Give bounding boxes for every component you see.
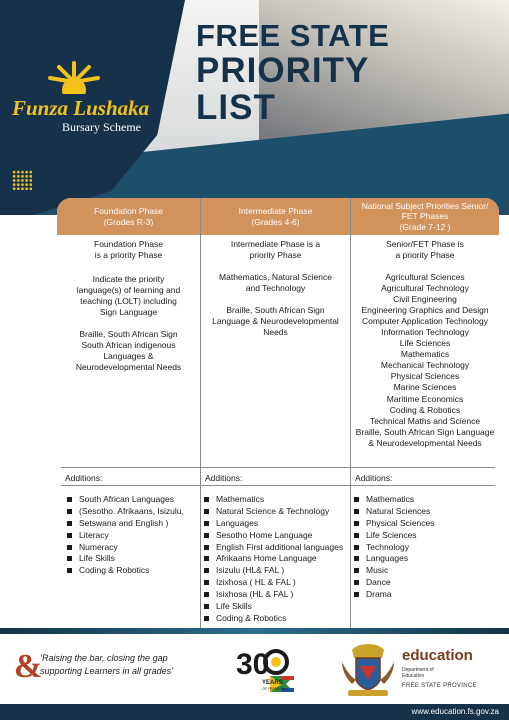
list-item: Afrikaans Home Language	[204, 553, 343, 565]
list-item: (Sesotho. Afrikaans, Isizulu,	[67, 506, 184, 518]
row-divider	[61, 485, 495, 486]
column-header-line: (Grades 4-6)	[251, 216, 300, 227]
column-header-line: National Subject Priorities Senior/	[361, 200, 489, 211]
column-header-line: Intermediate Phase	[238, 205, 313, 216]
text-line: is a priority Phase	[94, 250, 163, 261]
page-title	[196, 20, 389, 125]
thirty-years-sub: OF FREEDOM	[262, 687, 286, 691]
thirty-years-number: 30	[236, 648, 270, 681]
text-line: Information Technology	[381, 327, 469, 338]
senior-fet-additions-list	[354, 494, 435, 601]
text-line: Marine Sciences	[393, 382, 457, 393]
text-line: & Neurodevelopmental Needs	[368, 437, 482, 448]
text-line: Mathematics, Natural Science	[219, 272, 332, 282]
text-line: Agricultural Technology	[381, 283, 469, 294]
list-item: Setswana and English )	[67, 518, 184, 530]
text-line: Agricultural Sciences	[385, 272, 465, 282]
column-header-line: (Grade 7-12 )	[399, 221, 451, 232]
list-item: Technology	[354, 542, 435, 554]
department-label	[402, 668, 434, 679]
brand-subtitle: Bursary Scheme	[62, 120, 141, 134]
title-line-2: PRIORITY	[196, 51, 370, 90]
text-line: Braille, South African Sign	[79, 329, 178, 340]
education-wordmark: education	[402, 647, 473, 664]
slogan-line-1: ‘Raising the bar, closing the gap	[40, 653, 168, 663]
text-line: Physical Sciences	[390, 371, 460, 382]
text-line: priority Phase	[249, 250, 302, 261]
text-line: Indicate the priority	[92, 274, 165, 284]
row-divider	[61, 467, 495, 468]
thirty-years-text: YEARS	[262, 680, 283, 686]
additions-label: Additions:	[355, 473, 393, 483]
text-line: Mathematics	[400, 349, 450, 360]
list-item: Literacy	[67, 530, 184, 542]
list-item: Life Skills	[204, 601, 343, 613]
text-line: and Technology	[245, 283, 306, 294]
department-line: Department of	[402, 667, 434, 673]
list-item: Isixhosa (HL & FAL )	[204, 589, 343, 601]
list-item: Languages	[354, 553, 435, 565]
list-item: Life Sciences	[354, 530, 435, 542]
ampersand-mark: &	[14, 648, 43, 685]
foundation-priority-note	[57, 239, 200, 261]
text-line: language(s) of learning and	[76, 285, 181, 296]
text-line: Maritime Economics	[386, 393, 464, 404]
list-item: Natural Sciences	[354, 506, 435, 518]
list-item: Sesotho Home Language	[204, 530, 343, 542]
list-item: South African Languages	[67, 494, 184, 506]
text-line: Neurodevelopmental Needs	[75, 362, 182, 373]
priority-table	[57, 198, 499, 630]
slogan	[40, 652, 173, 677]
list-item: Mathematics	[354, 494, 435, 506]
text-line: teaching (LOLT) including	[80, 296, 177, 307]
text-line: Technical Maths and Science	[369, 415, 481, 426]
additions-label: Additions:	[65, 473, 103, 483]
list-item: Physical Sciences	[354, 518, 435, 530]
text-line: Computer Application Technology	[361, 316, 488, 327]
website-url[interactable]: www.education.fs.gov.za	[411, 707, 499, 716]
text-line: South African indigenous	[81, 340, 176, 351]
foundation-additions-list	[67, 494, 184, 577]
list-item: Coding & Robotics	[204, 613, 343, 625]
senior-fet-subjects	[351, 272, 499, 449]
brand-name: Funza Lushaka	[12, 96, 150, 120]
foundation-content	[57, 274, 200, 373]
province-label: FREE STATE PROVINCE	[402, 683, 477, 689]
text-line: Coding & Robotics	[389, 404, 461, 415]
text-line: Engineering Graphics and Design	[361, 305, 489, 316]
text-line: Intermediate Phase is a	[230, 239, 321, 249]
list-item: Izixhosa ( HL & FAL )	[204, 577, 343, 589]
text-line: Braille, South African Sign	[226, 305, 325, 316]
intermediate-priority-note	[201, 239, 350, 261]
text-line: Languages &	[103, 351, 154, 362]
text-line: Needs	[263, 327, 288, 338]
department-line: Education	[402, 672, 425, 679]
text-line: Foundation Phase	[94, 239, 163, 249]
column-divider	[200, 198, 201, 630]
text-line: Life Sciences	[399, 338, 451, 349]
text-line: Language & Neurodevelopmental	[212, 316, 339, 327]
column-header-foundation	[57, 198, 200, 235]
slogan-line-2: supporting Learners in all grades’	[40, 665, 174, 676]
list-item: Drama	[354, 589, 435, 601]
title-line-1: FREE STATE	[196, 18, 390, 53]
column-header-line: FET Phases	[401, 211, 449, 222]
text-line: Civil Engineering	[393, 294, 457, 305]
column-header-line: Foundation Phase	[94, 205, 163, 216]
sun-icon	[45, 60, 103, 100]
column-header-line: (Grades R-3)	[103, 216, 154, 227]
list-item: Mathematics	[204, 494, 343, 506]
additions-label: Additions:	[205, 473, 243, 483]
text-line: a priority Phase	[395, 250, 455, 261]
coat-of-arms-icon	[338, 640, 398, 698]
list-item: Coding & Robotics	[67, 565, 184, 577]
list-item: Music	[354, 565, 435, 577]
text-line: Senior/FET Phase is	[386, 239, 464, 249]
list-item: Life Skills	[67, 553, 184, 565]
list-item: Numeracy	[67, 542, 184, 554]
dot-grid-decoration	[12, 170, 32, 190]
intermediate-content	[201, 272, 350, 338]
list-item: English First additional languages	[204, 542, 343, 554]
text-line: Sign Language	[99, 307, 158, 318]
list-item: Dance	[354, 577, 435, 589]
list-item: Isizulu (HL& FAL )	[204, 565, 343, 577]
column-header-intermediate	[201, 198, 350, 235]
list-item: Languages	[204, 518, 343, 530]
text-line: Mechanical Technology	[380, 360, 470, 371]
list-item: Natural Science & Technology	[204, 506, 343, 518]
senior-fet-priority-note	[351, 239, 499, 261]
column-header-senior-fet	[351, 198, 499, 235]
title-line-3: LIST	[196, 88, 276, 127]
intermediate-additions-list	[204, 494, 343, 625]
text-line: Braille, South African Sign Language	[355, 426, 495, 437]
